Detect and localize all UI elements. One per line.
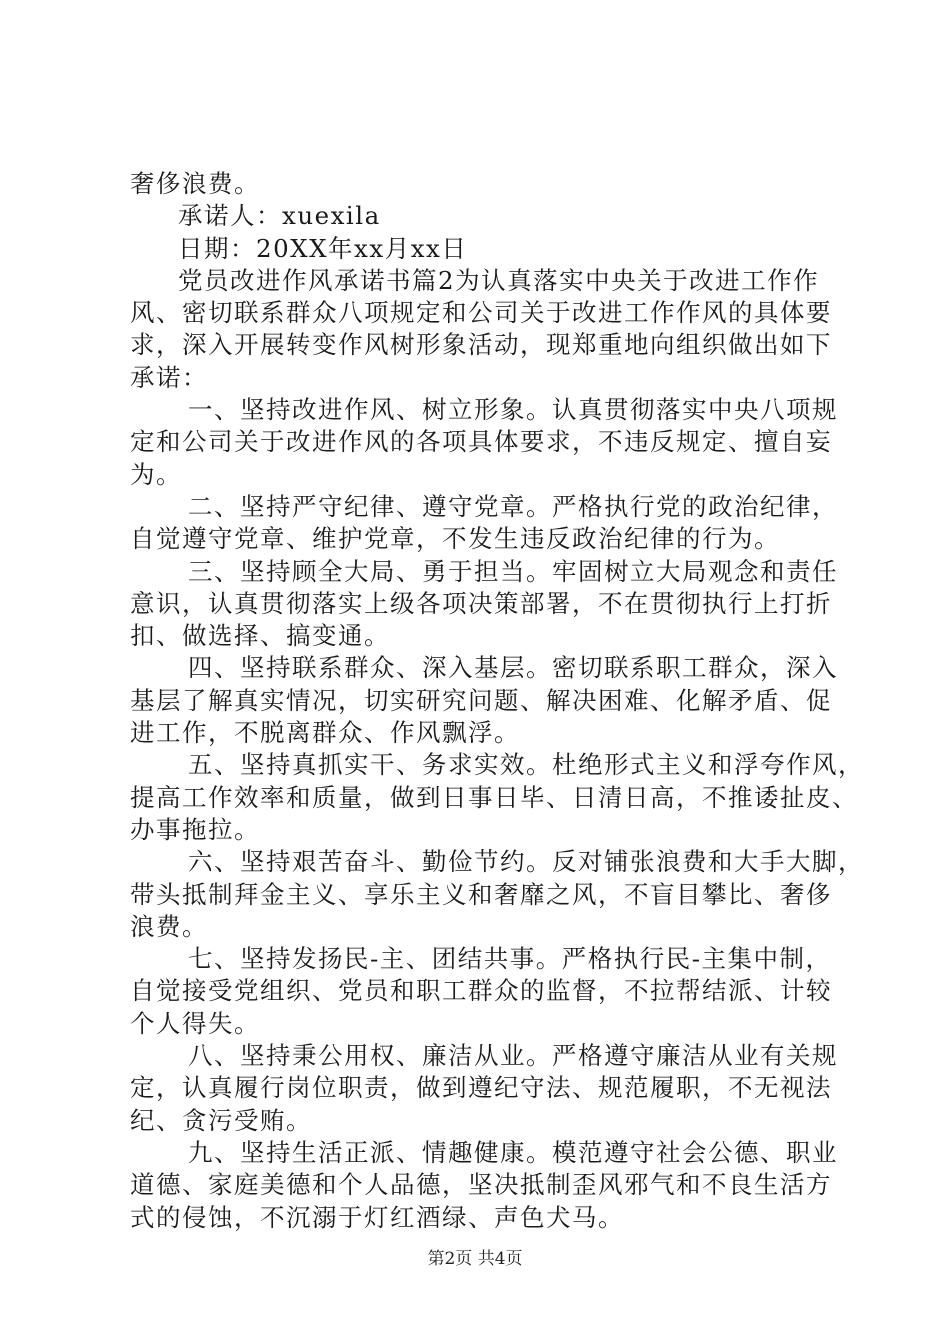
text-line: 奢侈浪费。	[130, 169, 260, 198]
text-line: 自觉遵守党章、维护党章，不发生违反政治纪律的行为。	[130, 524, 780, 554]
text-line: 党员改进作风承诺书篇2为认真落实中央关于改进工作作	[178, 265, 820, 295]
page-number-footer: 第2页 共4页	[427, 1249, 523, 1269]
text-line: 带头抵制拜金主义、享乐主义和奢靡之风，不盲目攀比、奢侈	[130, 879, 832, 909]
text-line: 六、坚持艰苦奋斗、勤俭节约。反对铺张浪费和大手大脚，	[188, 847, 864, 877]
text-line: 风、密切联系群众八项规定和公司关于改进工作作风的具体要	[130, 298, 832, 328]
date-line: 日期：20XX年xx月xx日	[178, 233, 468, 263]
text-line: 办事拖拉。	[130, 814, 260, 844]
text-line: 三、坚持顾全大局、勇于担当。牢固树立大局观念和责任	[188, 556, 838, 586]
text-line: 定，认真履行岗位职责，做到遵纪守法、规范履职，不无视法	[130, 1073, 832, 1103]
text-line: 扣、做选择、搞变通。	[130, 621, 390, 651]
text-line: 道德、家庭美德和个人品德，坚决抵制歪风邪气和不良生活方	[130, 1170, 832, 1200]
text-line: 二、坚持严守纪律、遵守党章。严格执行党的政治纪律，	[188, 491, 838, 521]
text-line: 一、坚持改进作风、树立形象。认真贯彻落实中央八项规	[188, 395, 838, 425]
text-line: 为。	[130, 459, 182, 489]
text-line: 定和公司关于改进作风的各项具体要求，不违反规定、擅自妄	[130, 427, 832, 457]
text-line: 九、坚持生活正派、情趣健康。模范遵守社会公德、职业	[188, 1137, 838, 1167]
text-line: 自觉接受党组织、党员和职工群众的监督，不拉帮结派、计较	[130, 976, 832, 1006]
document-body	[130, 168, 864, 1234]
text-line: 八、坚持秉公用权、廉洁从业。严格遵守廉洁从业有关规	[188, 1041, 838, 1071]
text-line: 式的侵蚀，不沉溺于灯红酒绿、声色犬马。	[130, 1202, 624, 1232]
text-line: 求，深入开展转变作风树形象活动，现郑重地向组织做出如下	[130, 330, 832, 360]
text-line: 四、坚持联系群众、深入基层。密切联系职工群众，深入	[188, 653, 838, 683]
text-line: 基层了解真实情况，切实研究问题、解决困难、化解矛盾、促	[130, 685, 832, 715]
text-line: 七、坚持发扬民-主、团结共事。严格执行民-主集中制，	[188, 944, 832, 974]
text-line: 意识，认真贯彻落实上级各项决策部署，不在贯彻执行上打折	[130, 588, 832, 618]
text-line: 五、坚持真抓实干、务求实效。杜绝形式主义和浮夸作风，	[188, 750, 864, 780]
text-line: 进工作，不脱离群众、作风飘浮。	[130, 718, 520, 748]
text-line: 承诺：	[130, 362, 208, 392]
signer-line: 承诺人：xuexila	[178, 201, 381, 231]
text-line: 个人得失。	[130, 1008, 260, 1038]
text-line: 纪、贪污受贿。	[130, 1105, 312, 1135]
text-line: 浪费。	[130, 911, 208, 941]
text-line: 提高工作效率和质量，做到日事日毕、日清日高，不推诿扯皮、	[130, 782, 858, 812]
